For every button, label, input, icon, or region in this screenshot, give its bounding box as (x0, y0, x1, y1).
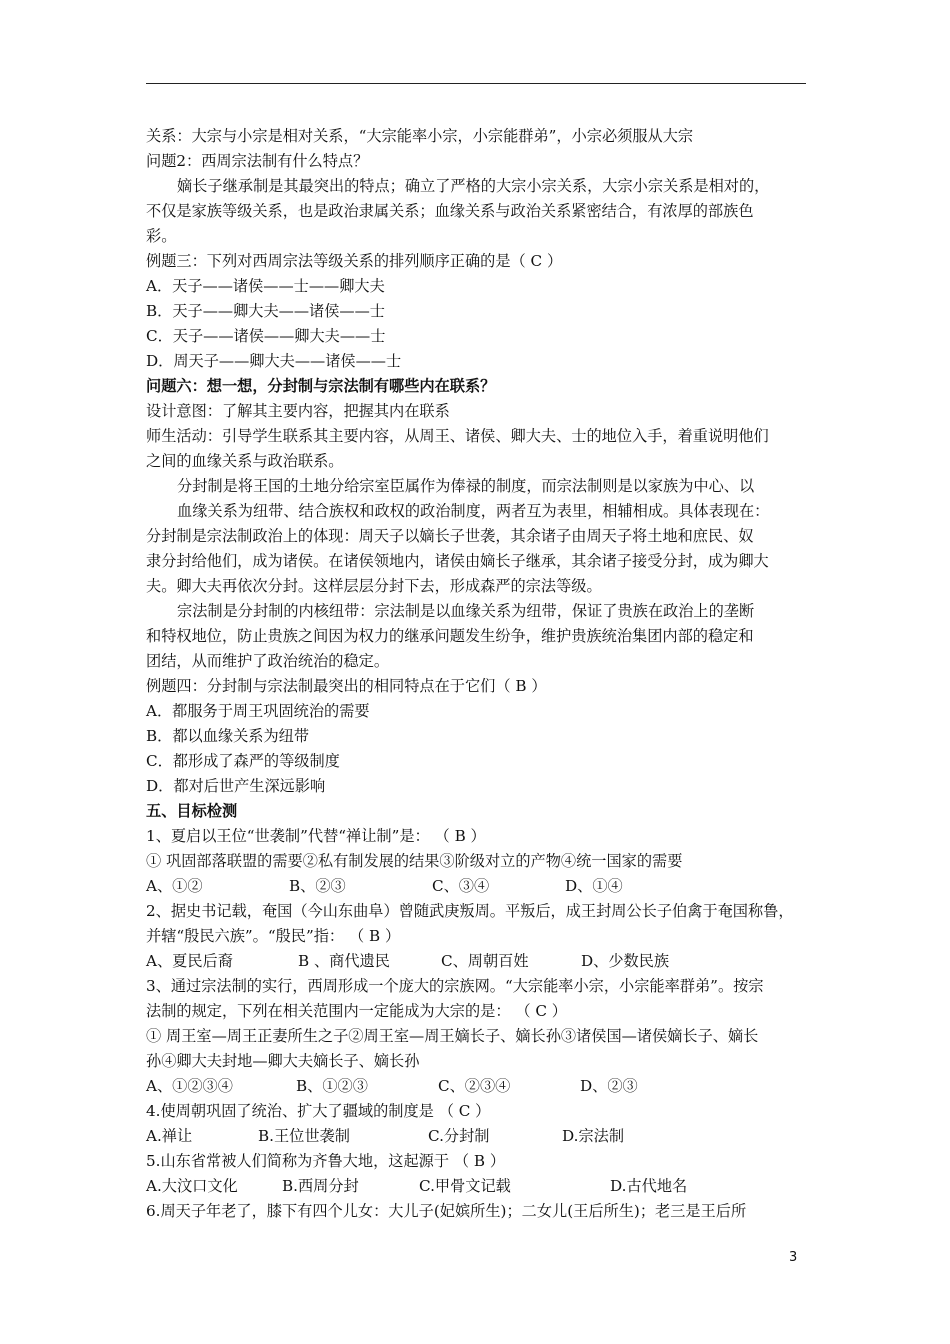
text-line: D．都对后世产生深远影响 (146, 777, 326, 795)
text-line: 关系：大宗与小宗是相对关系，“大宗能率小宗，小宗能群弟”，小宗必须服从大宗 (146, 127, 694, 145)
text-line: 彩。 (146, 227, 177, 245)
text-line: C．天子——诸侯——卿大夫——士 (146, 327, 386, 345)
text-line: 血缘关系为纽带、结合族权和政权的政治制度，两者互为表里，相辅相成。具体表现在： (177, 502, 770, 520)
text-line: C．都形成了森严的等级制度 (146, 752, 340, 770)
text-line: D．周天子——卿大夫——诸侯——士 (146, 352, 402, 370)
text-line: 团结，从而维护了政治统治的稳定。 (146, 652, 389, 670)
text-line: 1、夏启以王位“世袭制”代替“禅让制”是： （ B ） (146, 827, 486, 845)
text-line: ① 周王室—周王正妻所生之子②周王室—周王嫡长子、嫡长孙③诸侯国—诸侯嫡长子、嫡长 (146, 1027, 759, 1045)
text-line: A．天子——诸侯——士——卿大夫 (146, 277, 385, 295)
answer-option: C、②③④ (438, 1077, 511, 1095)
answer-option: D、②③ (580, 1077, 638, 1095)
answer-option: A、①②③④ (146, 1077, 233, 1095)
text-line: 2、据史书记载，奄国（今山东曲阜）曾随武庚叛周。平叛后，成王封周公长子伯禽于奄国称鲁， (146, 902, 794, 920)
text-line: B．都以血缘关系为纽带 (146, 727, 310, 745)
text-line: 并辖“殷民六族”。“殷民”指： （ B ） (146, 927, 401, 945)
answer-option: D.古代地名 (610, 1177, 688, 1195)
answer-option: A、①② (146, 877, 203, 895)
answer-option: B、②③ (289, 877, 346, 895)
answer-option: B.西周分封 (282, 1177, 359, 1195)
answer-option: D.宗法制 (562, 1127, 625, 1145)
answer-option: C、周朝百姓 (441, 952, 529, 970)
answer-option: D、少数民族 (581, 952, 670, 970)
answer-option: B.王位世袭制 (258, 1127, 350, 1145)
text-line: 4.使周朝巩固了统治、扩大了疆域的制度是 （ C ） (146, 1102, 491, 1120)
text-line: 和特权地位，防止贵族之间因为权力的继承问题发生纷争，维护贵族统治集团内部的稳定和 (146, 627, 754, 645)
answer-option: A.大汶口文化 (146, 1177, 238, 1195)
answer-option: A.禅让 (146, 1127, 193, 1145)
text-line: 设计意图：了解其主要内容，把握其内在联系 (146, 402, 450, 420)
text-line: 分封制是宗法制政治上的体现：周天子以嫡长子世袭，其余诸子由周天子将土地和庶民、奴 (146, 527, 754, 545)
header-rule (146, 83, 806, 84)
answer-option: C.甲骨文记载 (419, 1177, 511, 1195)
text-line: 问题2：西周宗法制有什么特点？ (146, 152, 369, 170)
option-row (146, 949, 818, 974)
option-row (146, 1074, 818, 1099)
text-line: 孙④卿大夫封地—卿大夫嫡长子、嫡长孙 (146, 1052, 420, 1070)
answer-option: B、①②③ (296, 1077, 368, 1095)
text-line: 隶分封给他们，成为诸侯。在诸侯领地内，诸侯由嫡长子继承，其余诸子接受分封，成为卿大 (146, 552, 769, 570)
text-line: 夫。卿大夫再依次分封。这样层层分封下去，形成森严的宗法等级。 (146, 577, 602, 595)
text-line: ① 巩固部落联盟的需要②私有制发展的结果③阶级对立的产物④统一国家的需要 (146, 852, 683, 870)
text-line: 例题三：下列对西周宗法等级关系的排列顺序正确的是（ C ） (146, 252, 563, 270)
text-line: 宗法制是分封制的内核纽带：宗法制是以血缘关系为纽带，保证了贵族在政治上的垄断 (177, 602, 755, 620)
answer-option: B 、商代遗民 (298, 952, 390, 970)
text-line: 嫡长子继承制是其最突出的特点；确立了严格的大宗小宗关系，大宗小宗关系是相对的， (177, 177, 770, 195)
text-line: A．都服务于周王巩固统治的需要 (146, 702, 370, 720)
text-line: 例题四：分封制与宗法制最突出的相同特点在于它们（ B ） (146, 677, 547, 695)
option-row (146, 1124, 818, 1149)
text-line: 3、通过宗法制的实行，西周形成一个庞大的宗族网。“大宗能率小宗，小宗能率群弟”。按宗 (146, 977, 764, 995)
page-number: 3 (789, 1250, 798, 1265)
option-row (146, 874, 818, 899)
answer-option: C、③④ (432, 877, 490, 895)
text-line: 6.周天子年老了，膝下有四个儿女：大儿子(妃嫔所生)；二女儿(王后所生)；老三是王后所 (146, 1202, 747, 1220)
text-line: B．天子——卿大夫——诸侯——士 (146, 302, 385, 320)
text-line: 师生活动：引导学生联系其主要内容，从周王、诸侯、卿大夫、士的地位入手，着重说明他们 (146, 427, 769, 445)
text-line: 之间的血缘关系与政治联系。 (146, 452, 344, 470)
text-line: 分封制是将王国的土地分给宗室臣属作为俸禄的制度，而宗法制则是以家族为中心、以 (177, 477, 755, 495)
section-heading: 五、目标检测 (146, 802, 238, 820)
answer-option: A、夏民后裔 (146, 952, 233, 970)
section-heading: 问题六：想一想，分封制与宗法制有哪些内在联系？ (146, 377, 496, 395)
document-body (146, 124, 818, 1224)
text-line: 5.山东省常被人们简称为齐鲁大地，这起源于 （ B ） (146, 1152, 506, 1170)
option-row (146, 1174, 818, 1199)
text-line: 不仅是家族等级关系，也是政治隶属关系；血缘关系与政治关系紧密结合，有浓厚的部族色 (146, 202, 754, 220)
answer-option: D、①④ (565, 877, 623, 895)
answer-option: C.分封制 (428, 1127, 490, 1145)
text-line: 法制的规定，下列在相关范围内一定能成为大宗的是： （ C ） (146, 1002, 567, 1020)
